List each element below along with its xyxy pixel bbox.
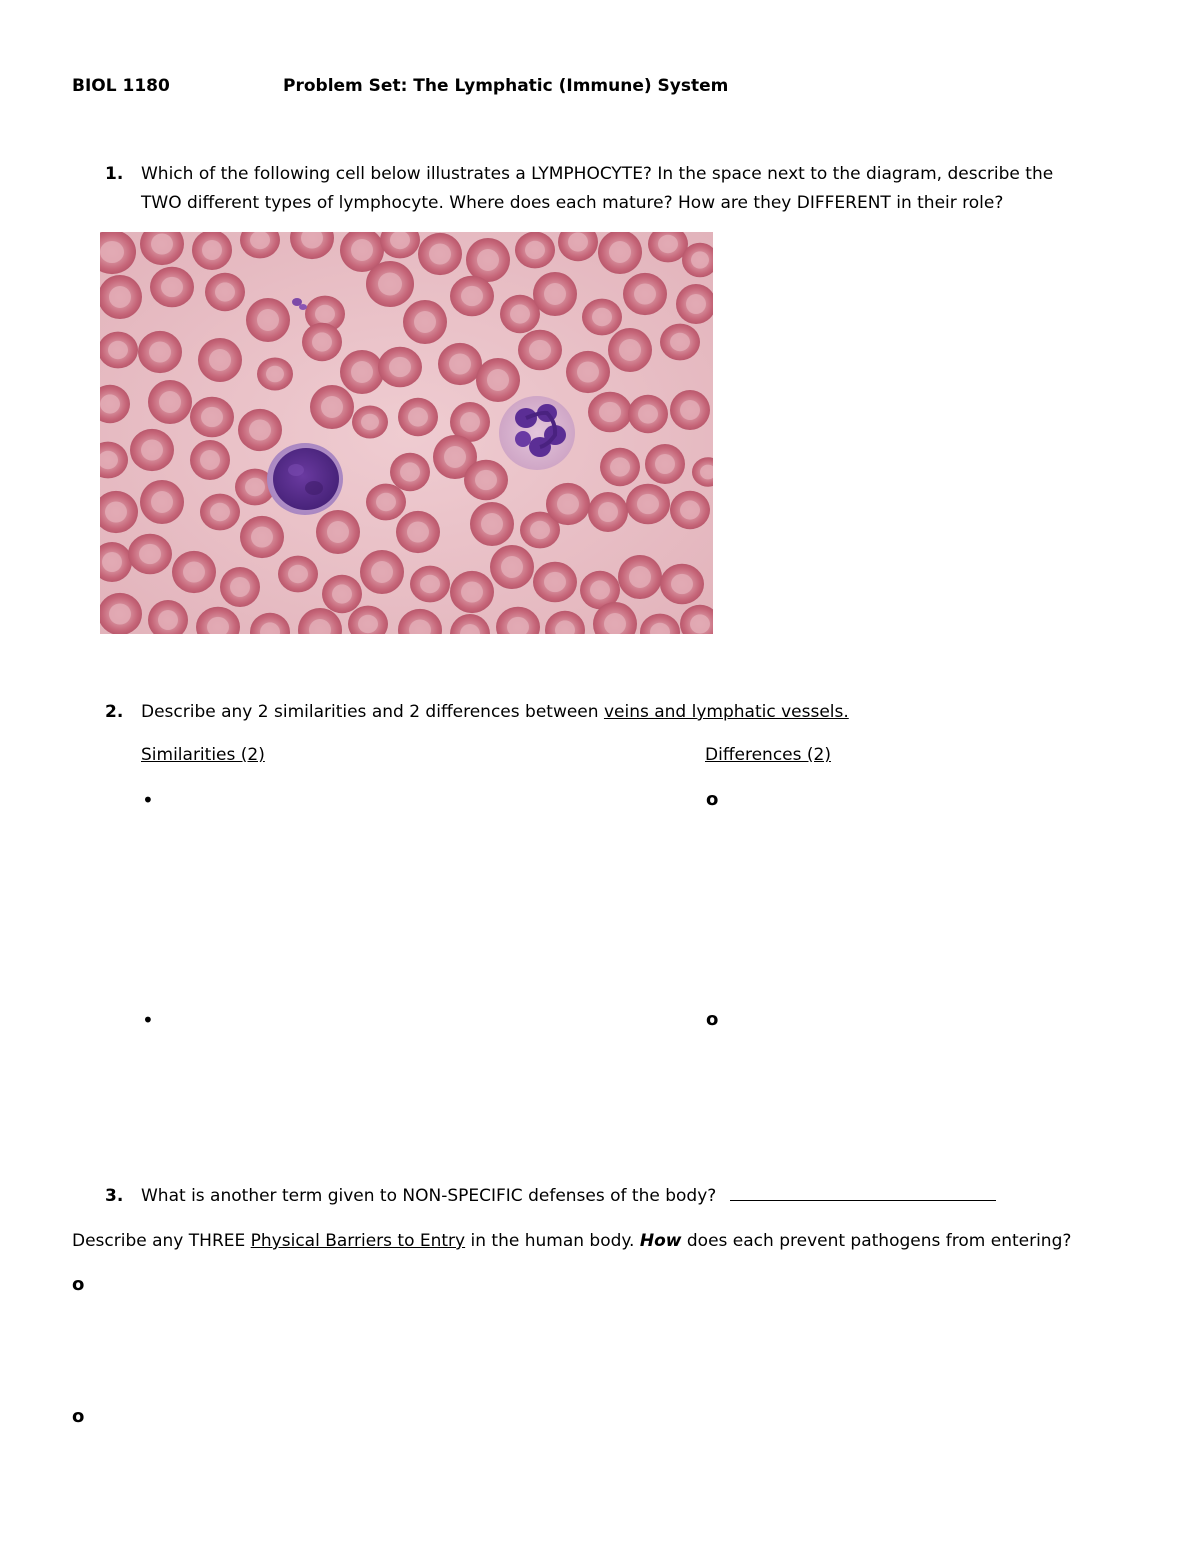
page-title: Problem Set: The Lymphatic (Immune) System [283,76,729,96]
barriers-text-1: Describe any THREE [72,1231,251,1251]
red-blood-cell [366,484,406,521]
red-blood-cell [352,405,388,438]
question-2-text: Describe any 2 similarities and 2 differences between [141,702,604,722]
red-blood-cell [566,351,610,393]
lymphocyte-cell [267,443,343,515]
red-blood-cell [645,444,685,484]
red-blood-cell [302,323,342,361]
question-3-text: What is another term given to NON-SPECIFIC defenses of the body? [141,1186,717,1206]
red-blood-cell [238,409,282,451]
red-blood-cell [257,357,293,390]
similarity-bullet-2: • [142,1008,154,1032]
red-blood-cell [200,494,240,531]
red-blood-cell [618,555,662,599]
question-1-number: 1. [105,164,124,184]
red-blood-cell [310,385,354,429]
red-blood-cell [150,267,194,307]
red-blood-cell [148,380,192,424]
red-blood-cell [418,233,462,275]
similarity-bullet-1: • [142,788,154,812]
answer-blank[interactable] [730,1186,996,1201]
red-blood-cell [100,275,142,319]
red-blood-cell [438,343,482,385]
barrier-marker-1: o [72,1274,85,1295]
red-blood-cell [533,562,577,602]
barriers-how: How [639,1231,682,1251]
red-blood-cell [608,328,652,372]
question-2-line [105,702,849,722]
question-3-line [105,1186,996,1206]
red-blood-cell [660,324,700,361]
blood-smear-micrograph [100,232,713,634]
similarities-heading: Similarities (2) [141,745,265,765]
red-blood-cell [476,358,520,402]
red-blood-cell [670,390,710,430]
red-blood-cell [628,395,668,433]
red-blood-cell [500,295,540,333]
red-blood-cell [600,448,640,486]
blood-smear-image [100,232,713,634]
red-blood-cell [450,276,494,316]
red-blood-cell [360,550,404,594]
barrier-marker-2: o [72,1406,85,1427]
red-blood-cell [623,273,667,315]
red-blood-cell [670,491,710,529]
barriers-underlined: Physical Barriers to Entry [250,1231,466,1251]
red-blood-cell [390,453,430,491]
red-blood-cell [598,232,642,274]
red-blood-cell [626,484,670,524]
red-blood-cell [205,273,245,311]
red-blood-cell [140,480,184,524]
red-blood-cell [518,330,562,370]
red-blood-cell [466,238,510,282]
barriers-text-3: does each prevent pathogens from entering? [681,1231,1072,1251]
red-blood-cell [588,392,632,432]
differences-heading: Differences (2) [705,745,831,765]
red-blood-cell [190,440,230,480]
red-blood-cell [278,556,318,593]
red-blood-cell [533,272,577,316]
red-blood-cell [403,300,447,344]
red-blood-cell [515,232,555,268]
question-2-number: 2. [105,702,124,722]
red-blood-cell [378,347,422,387]
red-blood-cell [138,331,182,373]
red-blood-cell [410,566,450,603]
red-blood-cell [316,510,360,554]
question-2-underlined: veins and lymphatic vessels. [603,702,849,722]
red-blood-cell [464,460,508,500]
difference-marker-1: o [706,789,719,810]
red-blood-cell [172,551,216,593]
question-1-line-1 [105,164,1053,184]
course-code: BIOL 1180 [72,76,170,96]
red-blood-cell [128,534,172,574]
difference-marker-2: o [706,1009,719,1030]
red-blood-cell [396,511,440,553]
red-blood-cell [322,575,362,613]
red-blood-cell [340,350,384,394]
red-blood-cell [198,338,242,382]
red-blood-cell [190,397,234,437]
red-blood-cell [366,261,414,307]
red-blood-cell [470,502,514,546]
red-blood-cell [660,564,704,604]
red-blood-cell [220,567,260,607]
red-blood-cell [246,298,290,342]
question-3-number: 3. [105,1186,124,1206]
red-blood-cell [130,429,174,471]
question-1-line-2: TWO different types of lymphocyte. Where does each mature? How are they DIFFERENT in their role? [141,193,1004,213]
red-blood-cell [582,299,622,336]
red-blood-cell [240,516,284,558]
red-blood-cell [450,571,494,613]
red-blood-cell [490,545,534,589]
red-blood-cell [588,492,628,532]
physical-barriers-prompt [72,1231,1071,1251]
question-1-text-1: Which of the following cell below illustrates a LYMPHOCYTE? In the space next to the diagram, describe the [141,164,1054,184]
barriers-text-2: in the human body. [465,1231,640,1251]
red-blood-cell [398,398,438,436]
neutrophil-cell [499,396,575,470]
red-blood-cell [546,483,590,525]
